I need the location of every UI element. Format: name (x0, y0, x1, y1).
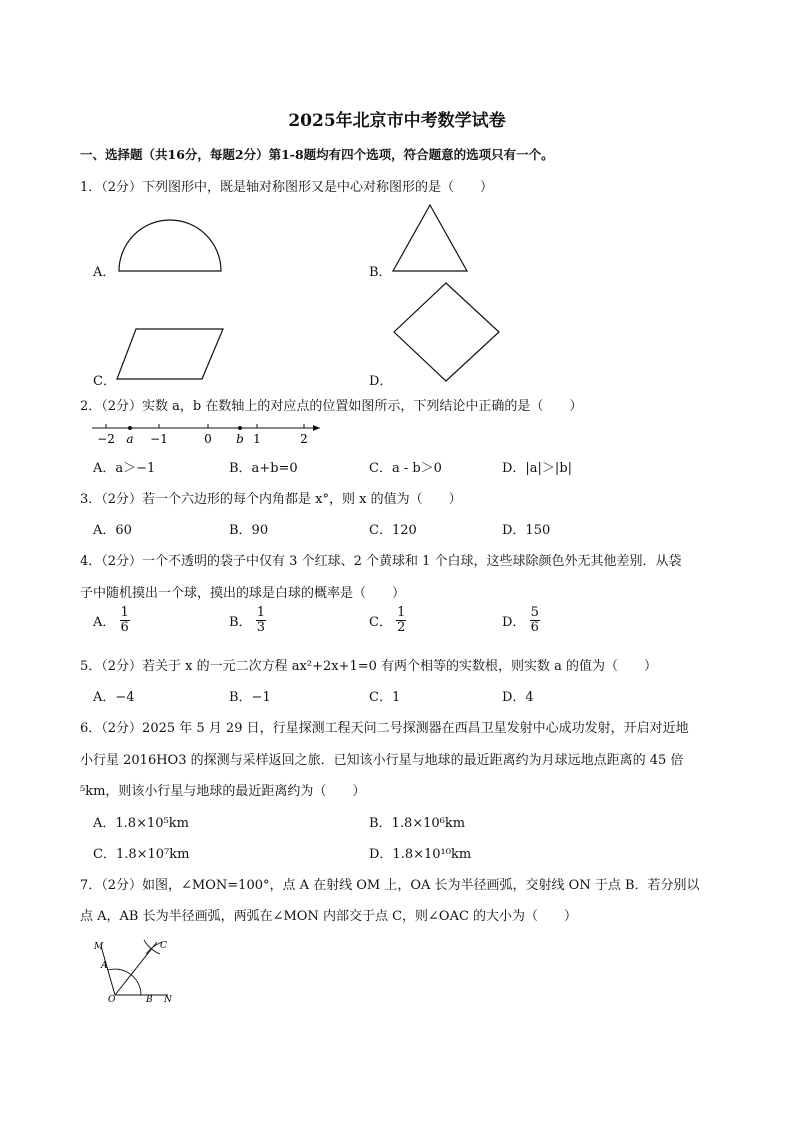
q5-option-a: A．−4 (93, 690, 135, 705)
numerator: 5 (530, 605, 539, 620)
parallelogram-figure (114, 326, 226, 382)
label-B: B (146, 995, 153, 1005)
label-A: A (101, 961, 108, 971)
axis-label-neg1: −1 (150, 432, 168, 446)
question-3-stem: 3．（2分）若一个六边形的每个内角都是 x°，则 x 的值为（ ） (80, 492, 462, 507)
question-1-stem: 1．（2分）下列图形中，既是轴对称图形又是中心对称图形的是（ ） (80, 180, 494, 195)
q4-option-c-label: C． (369, 615, 392, 630)
axis-label-neg2: −2 (97, 432, 115, 446)
q4-option-c (369, 606, 406, 635)
denominator: 6 (530, 620, 539, 635)
question-2-stem: 2．（2分）实数 a，b 在数轴上的对应点的位置如图所示，下列结论中正确的是（ ） (80, 399, 583, 414)
q1-option-d-label: D． (369, 374, 393, 389)
denominator: 2 (397, 620, 406, 635)
q4-option-a (93, 606, 130, 635)
label-O: O (108, 995, 116, 1005)
axis-label-a: a (126, 432, 134, 446)
q3-option-c: C．120 (369, 523, 417, 538)
axis-label-2: 2 (300, 432, 308, 446)
question-5-stem: 5．（2分）若关于 x 的一元二次方程 ax²+2x+1=0 有两个相等的实数根，则实数 a 的值为（ ） (80, 659, 658, 674)
label-M: M (94, 942, 104, 952)
q2-option-a: A．a＞−1 (93, 461, 156, 476)
denominator: 6 (120, 620, 129, 635)
denominator: 3 (256, 620, 265, 635)
square-rhombus-figure (391, 280, 503, 384)
q2-option-d: D．|a|＞|b| (502, 461, 573, 476)
question-7-stem-line1: 7．（2分）如图，∠MON=100°，点 A 在射线 OM 上，OA 长为半径画弧，交射线 ON 于点 B．若分别以 (80, 878, 700, 893)
q3-option-d: D．150 (502, 523, 551, 538)
q5-option-c: C．1 (369, 690, 401, 705)
q5-option-d: D．4 (502, 690, 534, 705)
axis-label-1: 1 (253, 432, 261, 446)
page-title: 2025年北京市中考数学试卷 (288, 111, 506, 131)
q4-option-a-label: A． (93, 615, 116, 630)
q1-option-c-label: C． (93, 374, 116, 389)
question-6-stem-line3: ⁵km，则该小行星与地球的最近距离约为（ ） (80, 784, 366, 799)
q3-option-b: B．90 (229, 523, 269, 538)
axis-label-b: b (236, 432, 244, 446)
q4-option-b (229, 606, 266, 635)
q4-option-b-label: B． (229, 615, 252, 630)
label-C: C (160, 941, 167, 951)
fraction (530, 606, 540, 635)
question-7-stem-line2: 点 A，AB 长为半径画弧，两弧在∠MON 内部交于点 C，则∠OAC 的大小为（ ） (80, 909, 578, 924)
angle-construction-figure (92, 936, 182, 1006)
q6-option-d: D．1.8×10¹⁰km (369, 847, 472, 862)
fraction (396, 606, 406, 635)
question-4-stem-line1: 4．（2分）一个不透明的袋子中仅有 3 个红球、2 个黄球和 1 个白球，这些球除颜色外无其他差别．从袋 (80, 554, 682, 569)
q2-option-c: C．a - b＞0 (369, 461, 442, 476)
fraction (256, 606, 266, 635)
number-line-figure (92, 418, 328, 448)
numerator: 1 (397, 605, 406, 620)
q4-option-d (502, 606, 540, 635)
question-4-stem-line2: 子中随机摸出一个球，摸出的球是白球的概率是（ ） (80, 586, 406, 601)
q3-option-a: A．60 (93, 523, 132, 538)
question-6-stem-line2: 小行星 2016HO3 的探测与采样返回之旅．已知该小行星与地球的最近距离约为月球远地点距离的 45 倍 (80, 753, 684, 768)
q1-option-a-label: A． (93, 265, 116, 280)
label-N: N (164, 995, 172, 1005)
section-heading: 一、选择题（共16分，每题2分）第1-8题均有四个选项，符合题意的选项只有一个。 (80, 147, 554, 162)
q5-option-b: B．−1 (229, 690, 271, 705)
fraction (120, 606, 130, 635)
semicircle-figure (116, 218, 224, 274)
q1-option-b-label: B． (369, 265, 392, 280)
q2-option-b: B．a+b=0 (229, 461, 298, 476)
q6-option-a: A．1.8×10⁵km (93, 816, 189, 831)
numerator: 1 (256, 605, 265, 620)
axis-label-0: 0 (204, 432, 212, 446)
q6-option-b: B．1.8×10⁶km (369, 816, 466, 831)
q6-option-c: C．1.8×10⁷km (93, 847, 190, 862)
triangle-figure (390, 202, 470, 274)
question-6-stem-line1: 6．（2分）2025 年 5 月 29 日，行星探测工程天问二号探测器在西昌卫星发射中心成功发射，开启对近地 (80, 721, 689, 736)
numerator: 1 (120, 605, 129, 620)
q4-option-d-label: D． (502, 615, 526, 630)
